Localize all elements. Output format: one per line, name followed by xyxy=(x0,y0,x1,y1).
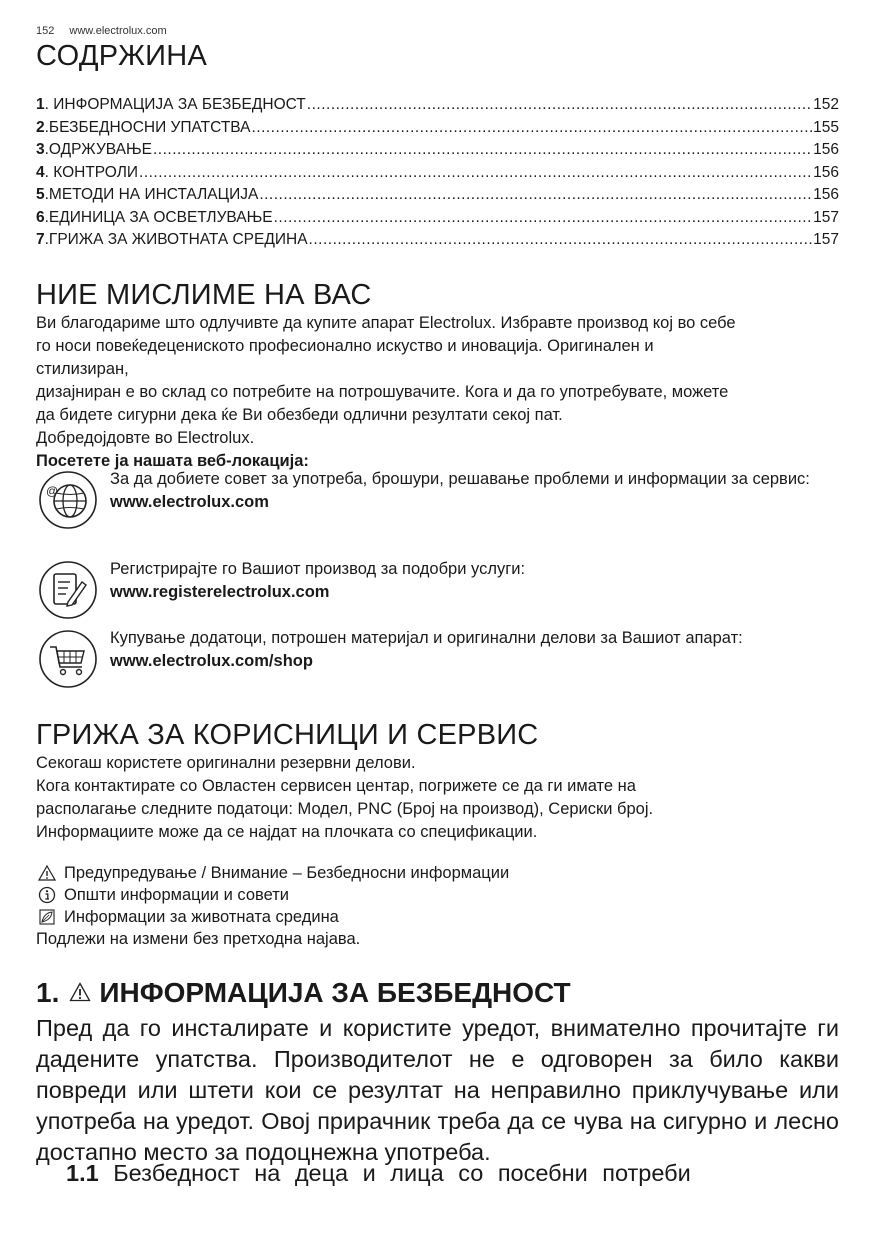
symbol-legend xyxy=(36,862,836,950)
toc-entry[interactable] xyxy=(36,141,839,164)
toc-leader-dots xyxy=(274,209,813,227)
toc-entry-number: 4 xyxy=(36,163,45,181)
visit-label: Посетете ја нашата веб-локација: xyxy=(36,452,309,470)
toc-entry[interactable] xyxy=(36,119,839,142)
toc-entry-number: 1 xyxy=(36,96,45,113)
shopping-cart-icon xyxy=(36,627,100,691)
toc-entry[interactable] xyxy=(36,164,839,187)
safety-intro xyxy=(36,1013,839,1168)
section-title-thinking: НИЕ МИСЛИМЕ НА ВАС xyxy=(36,279,372,311)
text-line: дизајниран е во склад со потребите на потрошувачите. Кога и да го употребувате, можете xyxy=(36,383,729,401)
toc-title: СОДРЖИНА xyxy=(36,40,208,72)
legend-item xyxy=(36,906,836,928)
toc-entry-title: .ОДРЖУВАЊЕ xyxy=(44,141,152,158)
text-line: Добредојдовте во Electrolux. xyxy=(36,429,255,447)
text-line: располагање следните податоци: Модел, PNC (Број на производ), Сериски број. xyxy=(36,800,654,818)
toc-entry-page: 155 xyxy=(813,118,839,136)
toc-entry-title: . КОНТРОЛИ xyxy=(44,163,139,181)
subsection-title: Безбедност на деца и лица со посебни потреби xyxy=(113,1160,691,1186)
table-of-contents xyxy=(36,96,839,254)
toc-entry[interactable] xyxy=(36,186,839,209)
toc-entry-title: . ИНФОРМАЦИЈА ЗА БЕЗБЕДНОСТ xyxy=(44,96,306,113)
toc-entry-page: 152 xyxy=(813,96,839,113)
toc-entry-title: .ЕДИНИЦА ЗА ОСВЕТЛУВАЊЕ xyxy=(44,208,273,226)
page-header xyxy=(36,25,167,37)
subsection-number: 1.1 xyxy=(66,1160,99,1186)
safety-heading-title: ИНФОРМАЦИЈА ЗА БЕЗБЕДНОСТ xyxy=(99,977,571,1008)
visit-item-link[interactable]: www.electrolux.com/shop xyxy=(110,651,313,670)
legend-item xyxy=(36,884,836,906)
text-line: Информациите може да се најдат на плочката со спецификации. xyxy=(36,823,538,841)
text-line: Ви благодариме што одлучивте да купите апарат Electrolux. Избравте производ кој во себе xyxy=(36,314,736,332)
text-line: стилизиран, xyxy=(36,360,129,378)
visit-item-link[interactable]: www.electrolux.com xyxy=(110,492,269,511)
toc-leader-dots xyxy=(307,96,812,114)
visit-item-text: Купување додатоци, потрошен материјал и оригинални делови за Вашиот апарат: xyxy=(110,629,743,647)
legend-text: Општи информации и совети xyxy=(64,885,290,904)
visit-item-support xyxy=(36,468,839,538)
visit-item-text: За да добиете совет за употреба, брошури, решавање проблеми и информации за сервис: xyxy=(110,470,810,488)
toc-leader-dots xyxy=(251,119,812,137)
notice-text: Подлежи на измени без претходна најава. xyxy=(36,929,361,948)
toc-leader-dots xyxy=(153,141,812,159)
visit-item-link[interactable]: www.registerelectrolux.com xyxy=(110,582,330,601)
site-url[interactable]: www.electrolux.com xyxy=(69,25,167,37)
environment-icon xyxy=(36,908,58,926)
text-line: Секогаш користете оригинални резервни делови. xyxy=(36,754,416,772)
register-icon xyxy=(36,558,100,622)
visit-item-text: Регистрирајте го Вашиот производ за подобри услуги: xyxy=(110,560,526,578)
toc-entry-number: 7 xyxy=(36,231,45,248)
section-title-care: ГРИЖА ЗА КОРИСНИЦИ И СЕРВИС xyxy=(36,719,539,751)
safety-heading-number: 1. xyxy=(36,977,60,1008)
subsection-heading xyxy=(66,1160,691,1187)
safety-intro-text: Пред да го инсталирате и користите уредот, внимателно прочитајте ги дадените упатства. Производителот не е одговорен за било какви повреди или штети кои се резултат на неправилно приклучување или употреба на уредот. Овој прирачник треба да се чува на сигурно и лесно достапно место за подоцнежна употреба. xyxy=(36,1015,839,1165)
toc-entry-title: .МЕТОДИ НА ИНСТАЛАЦИЈА xyxy=(44,186,259,203)
toc-entry[interactable] xyxy=(36,209,839,232)
thinking-paragraph xyxy=(36,312,836,473)
toc-entry-title: .БЕЗБЕДНОСНИ УПАТСТВА xyxy=(44,118,251,136)
warning-icon xyxy=(36,864,58,882)
toc-entry-number: 6 xyxy=(36,208,45,226)
legend-text: Информации за животната средина xyxy=(64,907,339,926)
text-line: да бидете сигурни дека ќе Ви обезбеди одлични резултати секој пат. xyxy=(36,406,563,424)
toc-entry-page: 156 xyxy=(813,163,839,181)
info-icon xyxy=(36,886,58,904)
warning-icon xyxy=(69,977,91,1009)
toc-entry-number: 2 xyxy=(36,118,45,136)
legend-item xyxy=(36,862,836,884)
text-line: го носи повеќедецениското професионално искуство и иновација. Оригинален и xyxy=(36,337,654,355)
toc-entry-page: 157 xyxy=(813,231,839,248)
toc-leader-dots xyxy=(259,186,812,204)
visit-item-shop xyxy=(36,627,839,697)
care-paragraph xyxy=(36,752,836,844)
legend-text: Предупредување / Внимание – Безбедносни информации xyxy=(64,863,510,882)
toc-entry-page: 156 xyxy=(813,186,839,203)
toc-leader-dots xyxy=(309,231,813,249)
text-line: Кога контактирате со Овластен сервисен центар, погрижете се да ги имате на xyxy=(36,777,636,795)
page-number: 152 xyxy=(36,25,55,37)
safety-heading xyxy=(36,977,571,1009)
toc-entry-number: 5 xyxy=(36,186,45,203)
globe-icon xyxy=(36,468,100,532)
toc-entry-number: 3 xyxy=(36,141,45,158)
toc-entry-page: 156 xyxy=(813,141,839,158)
toc-entry[interactable] xyxy=(36,96,839,119)
toc-entry-page: 157 xyxy=(813,208,839,226)
svg-text:@: @ xyxy=(46,484,59,498)
toc-leader-dots xyxy=(139,164,812,182)
toc-entry[interactable] xyxy=(36,231,839,254)
visit-item-register xyxy=(36,558,839,628)
toc-entry-title: .ГРИЖА ЗА ЖИВОТНАТА СРЕДИНА xyxy=(44,231,308,248)
